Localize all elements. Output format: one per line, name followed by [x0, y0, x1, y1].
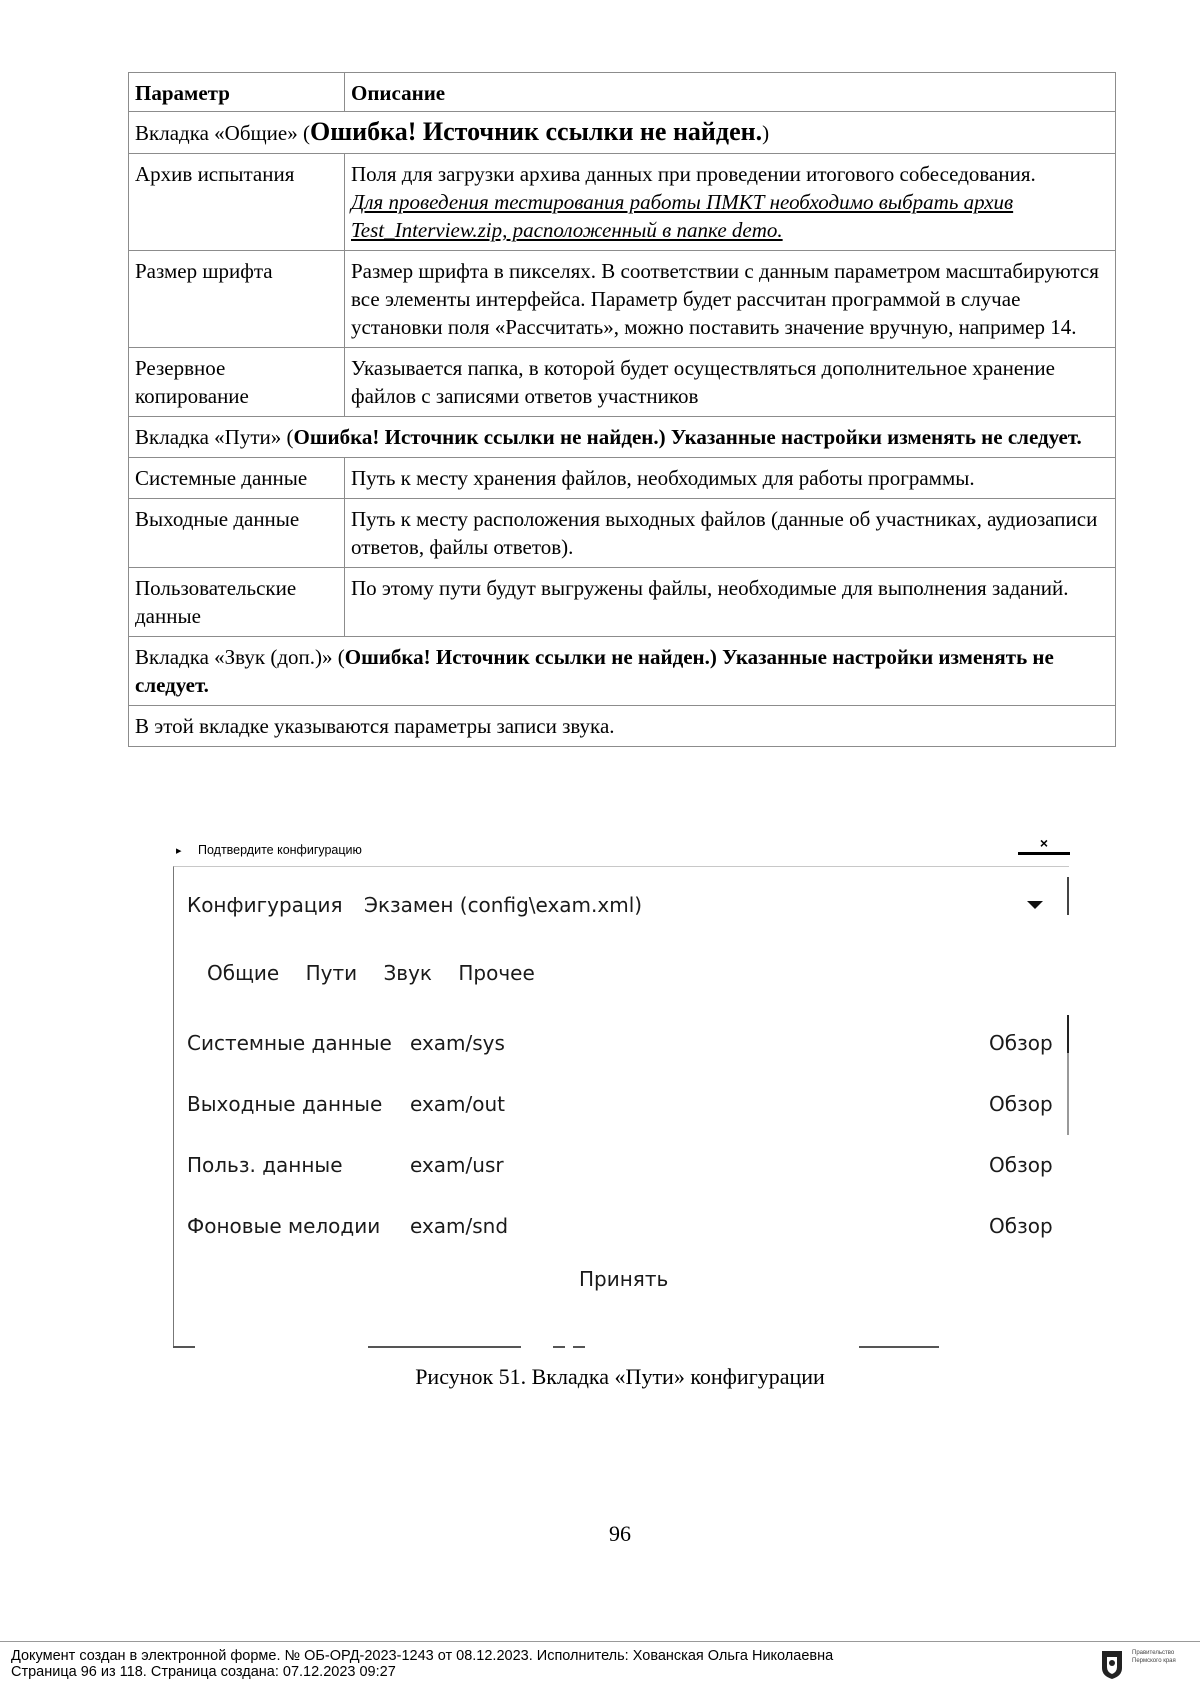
window-menu-icon[interactable]: ▸ — [176, 845, 182, 857]
tab-general[interactable]: Общие — [207, 961, 280, 985]
section-general — [129, 112, 1116, 154]
section-paths-prefix: Вкладка «Пути» ( — [135, 425, 294, 449]
desc-user-data: По этому пути будут выгружены файлы, необходимые для выполнения заданий. — [345, 568, 1116, 637]
header-param: Параметр — [129, 73, 345, 112]
section-paths — [129, 417, 1116, 458]
section-sound-bold: Ошибка! Источник ссылки не найден.) Указанные настройки изменять не следует. — [135, 645, 1054, 697]
footer — [11, 1648, 1091, 1680]
path-input[interactable]: exam/out — [410, 1092, 506, 1116]
path-label: Польз. данные — [187, 1153, 343, 1177]
desc-archive-text: Поля для загрузки архива данных при проведении итогового собеседования. — [351, 162, 1036, 186]
dialog-title: Подтвердите конфигурацию — [198, 843, 362, 857]
accept-button[interactable]: Принять — [579, 1267, 669, 1291]
footer-line-1: Документ создан в электронной форме. № ОБ-ОРД-2023-1243 от 08.12.2023. Исполнитель: Хованская Ольга Николаевна — [11, 1648, 834, 1664]
chevron-down-icon[interactable] — [1027, 901, 1043, 909]
section-paths-bold: Ошибка! Источник ссылки не найден.) Указанные настройки изменять не следует. — [293, 425, 1082, 449]
footer-org-text: Правительство Пермского края — [1132, 1650, 1176, 1664]
close-icon[interactable]: × — [1018, 838, 1070, 855]
tab-paths[interactable]: Пути — [305, 961, 358, 985]
page-number: 96 — [609, 1521, 631, 1546]
table-header-row — [129, 73, 1116, 112]
path-row-output — [187, 1092, 1053, 1122]
dialog-bottom-edge — [173, 1346, 953, 1349]
path-input[interactable]: exam/snd — [410, 1214, 509, 1238]
table-row — [129, 568, 1116, 637]
footer-line-2: Страница 96 из 118. Страница создана: 07.12.2023 09:27 — [11, 1664, 396, 1680]
path-row-music — [187, 1214, 1053, 1244]
section-general-error: Ошибка! Источник ссылки не найден. — [309, 117, 763, 146]
path-row-system — [187, 1031, 1053, 1061]
table-row — [129, 706, 1116, 747]
section-sound-prefix: Вкладка «Звук (доп.)» ( — [135, 645, 345, 669]
section-general-prefix: Вкладка «Общие» ( — [135, 121, 310, 145]
desc-sound: В этой вкладке указываются параметры записи звука. — [129, 706, 1116, 747]
section-general-suffix: ) — [762, 121, 770, 145]
browse-button[interactable]: Обзор — [989, 1153, 1053, 1177]
param-output-data: Выходные данные — [129, 499, 345, 568]
desc-output-data: Путь к месту расположения выходных файлов (данные об участниках, аудиозаписи ответов, файлы ответов). — [345, 499, 1116, 568]
path-label: Системные данные — [187, 1031, 392, 1055]
desc-archive — [345, 154, 1116, 251]
dialog-title-bar — [176, 835, 1072, 860]
param-system-data: Системные данные — [129, 458, 345, 499]
table-row — [129, 458, 1116, 499]
browse-button[interactable]: Обзор — [989, 1214, 1053, 1238]
config-dialog — [173, 866, 1069, 1347]
tab-other[interactable]: Прочее — [458, 961, 535, 985]
emblem-icon — [1098, 1648, 1126, 1680]
table-row — [129, 348, 1116, 417]
dialog-edge — [1067, 877, 1069, 915]
browse-button[interactable]: Обзор — [989, 1092, 1053, 1116]
desc-backup: Указывается папка, в которой будет осуществляться дополнительное хранение файлов с записями ответов участников — [345, 348, 1116, 417]
path-input[interactable]: exam/usr — [410, 1153, 504, 1177]
table-row — [129, 154, 1116, 251]
figure-caption: Рисунок 51. Вкладка «Пути» конфигурации — [415, 1364, 825, 1389]
section-row-paths — [129, 417, 1116, 458]
path-input[interactable]: exam/sys — [410, 1031, 505, 1055]
param-font-size: Размер шрифта — [129, 251, 345, 348]
config-label: Конфигурация — [187, 893, 343, 917]
path-label: Фоновые мелодии — [187, 1214, 381, 1238]
table-row — [129, 251, 1116, 348]
section-row-sound — [129, 637, 1116, 706]
desc-archive-note: Для проведения тестирования работы ПМКТ необходимо выбрать архив Test_Interview.zip, расположенный в папке demo. — [351, 190, 1014, 242]
path-row-user — [187, 1153, 1053, 1183]
param-backup: Резервное копирование — [129, 348, 345, 417]
section-row-general — [129, 112, 1116, 154]
browse-button[interactable]: Обзор — [989, 1031, 1053, 1055]
param-archive: Архив испытания — [129, 154, 345, 251]
section-sound — [129, 637, 1116, 706]
table-row — [129, 499, 1116, 568]
tab-bar — [207, 961, 555, 985]
tab-sound[interactable]: Звук — [383, 961, 432, 985]
path-label: Выходные данные — [187, 1092, 383, 1116]
header-desc: Описание — [345, 73, 1116, 112]
footer-divider — [0, 1641, 1200, 1642]
scrollbar-thumb[interactable] — [1067, 1015, 1069, 1053]
parameters-table — [128, 72, 1116, 747]
param-user-data: Пользовательские данные — [129, 568, 345, 637]
desc-system-data: Путь к месту хранения файлов, необходимых для работы программы. — [345, 458, 1116, 499]
config-select[interactable]: Экзамен (config\exam.xml) — [364, 893, 643, 917]
desc-font-size: Размер шрифта в пикселях. В соответствии с данным параметром масштабируются все элементы интерфейса. Параметр будет рассчитан программой в случае установки поля «Рассчитать», можно поставить значение вручную, например 14. — [345, 251, 1116, 348]
